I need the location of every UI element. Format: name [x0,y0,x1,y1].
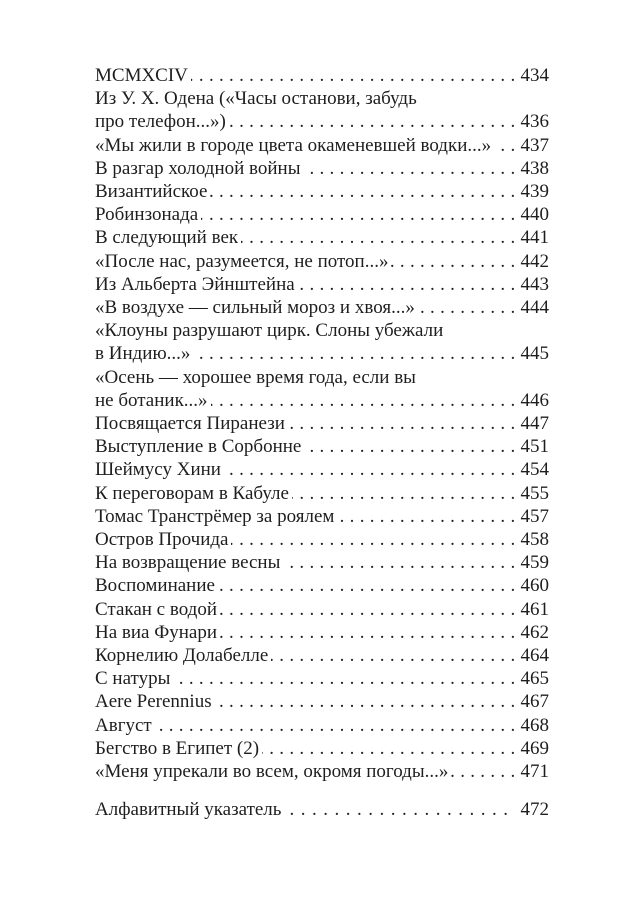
toc-entry-title: не ботаник...» [95,389,208,411]
toc-entry [95,760,549,783]
toc-entry-title: «Клоуны разрушают цирк. Слоны убежали [95,320,444,342]
toc-entry-title: В разгар холодной войны [95,157,301,179]
toc-entry-title: «Меня упрекали во всем, окромя погоды...» [95,761,449,783]
toc-entry [95,180,549,203]
toc-entry-page: 441 [520,227,549,249]
toc-entry-title: К переговорам в Кабуле [95,482,289,504]
dot-leader [220,621,520,644]
dot-leader [418,296,521,319]
toc-entry [95,644,549,667]
dot-leader [298,273,521,296]
dot-leader [292,482,521,505]
toc-entry-title: Остров Прочида [95,529,229,551]
toc-entry-title: про телефон...») [95,111,226,133]
dot-leader [304,435,520,458]
toc-entry [95,574,549,597]
dot-leader [391,250,520,273]
toc-entry [95,435,549,458]
dot-leader [173,667,520,690]
toc-entry-title: «После нас, разумеется, не потоп...» [95,250,389,272]
toc-entry [95,505,549,528]
dot-leader [288,412,521,435]
toc-entry-page: 440 [520,204,549,226]
dot-leader [337,505,520,528]
toc-entry-title: Алфавитный указатель [95,799,282,821]
dot-leader [224,458,521,481]
dot-leader [241,226,520,249]
toc-entry-title: Воспоминание [95,575,215,597]
toc-entry-page: 469 [520,737,549,759]
toc-entry-page: 471 [520,761,549,783]
toc-entry-page: 445 [520,343,549,365]
toc-entry [95,134,549,157]
toc-entry-page: 459 [520,552,549,574]
toc-entry [95,482,549,505]
toc-entry-wrap-line [95,366,549,389]
toc-entry-title: Робинзонада [95,204,199,226]
toc-entry-title: В следующий век [95,227,239,249]
table-of-contents [95,64,549,783]
toc-entry-title: Посвящается Пиранези [95,413,285,435]
toc-entry-title: Стакан с водой [95,598,217,620]
toc-entry-page: 446 [520,389,549,411]
dot-leader [191,64,521,87]
dot-leader [211,389,521,412]
toc-entry-page: 436 [520,111,549,133]
dot-leader [201,203,520,226]
toc-entry-page: 460 [520,575,549,597]
toc-entry-title: MCMXCIV [95,65,188,86]
toc-entry-title: На возвращение весны [95,552,281,574]
dot-leader [231,528,520,551]
toc-entry-title: Из У. Х. Одена («Часы останови, забудь [95,88,417,110]
toc-entry [95,528,549,551]
dot-leader [271,644,520,667]
toc-entry-page: 439 [520,181,549,203]
dot-leader [155,714,521,737]
toc-entry-page: 447 [520,413,549,435]
toc-entry-title: «В воздухе — сильный мороз и хвоя...» [95,297,415,319]
toc-entry [95,250,549,273]
toc-entry-title: Из Альберта Эйнштейна [95,273,295,295]
dot-leader [284,798,514,821]
toc-entry [95,273,549,296]
dot-leader [229,110,521,133]
toc-entry [95,690,549,713]
toc-entry-title: «Мы жили в городе цвета окаменевшей водки...» [95,134,492,156]
toc-entry [95,551,549,574]
toc-entry-title: С натуры [95,668,171,690]
toc-entry-wrap-line [95,319,549,342]
toc-entry [95,226,549,249]
toc-entry-title: Выступление в Сорбонне [95,436,302,458]
toc-entry [95,110,549,133]
dot-leader [494,134,520,157]
toc-entry [95,157,549,180]
toc-entry [95,64,549,87]
toc-entry-title: Томас Транстрёмер за роялем [95,505,335,527]
toc-entry-alphabetical-index [95,798,549,821]
toc-entry-title: в Индию...» [95,343,191,365]
toc-entry-page: 434 [520,65,549,86]
toc-entry-title: Aere Perennius [95,691,212,713]
toc-entry-title: «Осень — хорошее время года, если вы [95,366,416,388]
toc-entry [95,667,549,690]
dot-leader [304,157,521,180]
toc-entry-page: 443 [520,273,549,295]
toc-entry-title: Бегство в Египет (2) [95,737,260,759]
dot-leader [210,180,520,203]
toc-entry-title: На виа Фунари [95,621,218,643]
toc-entry [95,458,549,481]
dot-leader [218,574,521,597]
toc-entry-page: 465 [520,668,549,690]
toc-entry [95,598,549,621]
dot-leader [262,737,520,760]
toc-entry-page: 442 [520,250,549,272]
toc-entry [95,412,549,435]
toc-entry-page: 451 [520,436,549,458]
toc-entry-title: Корнелию Долабелле [95,645,269,667]
toc-entry-page: 461 [520,598,549,620]
toc-entry-wrap-line [95,87,549,110]
toc-entry-page: 464 [520,645,549,667]
dot-leader [215,690,521,713]
toc-entry [95,621,549,644]
toc-entry-page: 438 [520,157,549,179]
dot-leader [283,551,520,574]
dot-leader [193,342,520,365]
toc-entry [95,737,549,760]
toc-entry-page: 468 [520,714,549,736]
toc-entry-page: 458 [520,529,549,551]
toc-entry-page: 454 [520,459,549,481]
toc-entry [95,203,549,226]
toc-entry [95,389,549,412]
toc-entry-page: 462 [520,621,549,643]
toc-entry-title: Шеймусу Хини [95,459,221,481]
toc-entry-page: 467 [520,691,549,713]
toc-entry [95,296,549,319]
toc-entry-page: 472 [520,799,549,821]
toc-entry [95,714,549,737]
toc-entry-title: Византийское [95,181,208,203]
toc-entry-page: 457 [520,505,549,527]
dot-leader [220,598,521,621]
toc-entry [95,342,549,365]
toc-entry-page: 455 [520,482,549,504]
toc-entry-title: Август [95,714,152,736]
toc-entry-page: 437 [520,134,549,156]
dot-leader [451,760,520,783]
toc-entry-page: 444 [520,297,549,319]
